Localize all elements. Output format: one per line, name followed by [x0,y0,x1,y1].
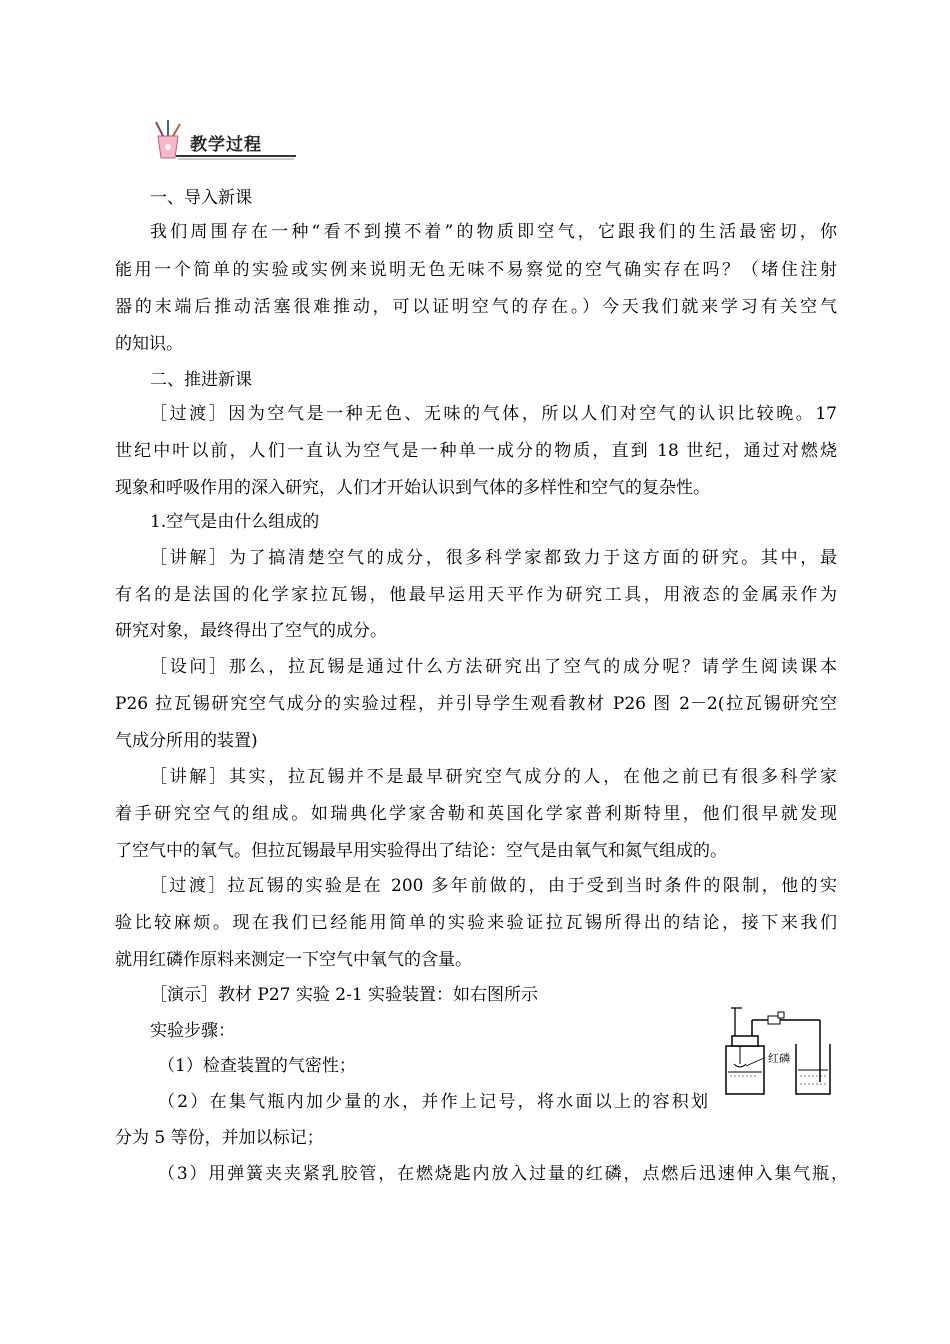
text-line: ［设问］那么，拉瓦锡是通过什么方法研究出了空气的成分呢？请学生阅读课本 [150,657,837,677]
text-line: 气成分所用的装置) [115,731,258,751]
text-line: 的知识。 [115,334,183,354]
text-line: （1）检查装置的气密性； [158,1056,356,1076]
text-line: 一、导入新课 [150,188,252,208]
text-line: 实验步骤： [150,1021,235,1041]
text-line: 有名的是法国的化学家拉瓦锡，他最早运用天平作为研究工具，用液态的金属汞作为 [115,585,837,605]
header-title: 教学过程 [190,135,262,155]
section-header [148,118,298,164]
text-line: （3）用弹簧夹夹紧乳胶管，在燃烧匙内放入过量的红磷，点燃后迅速伸入集气瓶， [158,1164,848,1184]
text-line: ［过渡］拉瓦锡的实验是在 200 多年前做的，由于受到当时条件的限制，他的实 [150,876,837,896]
text-line: 能用一个简单的实验或实例来说明无色无味不易察觉的空气确实存在吗？（堵住注射 [115,260,837,280]
text-line: ［讲解］为了搞清楚空气的成分，很多科学家都致力于这方面的研究。其中，最 [150,548,837,568]
text-line: 世纪中叶以前，人们一直认为空气是一种单一成分的物质，直到 18 世纪，通过对燃烧 [115,441,837,461]
text-line: 器的末端后推动活塞很难推动，可以证明空气的存在。）今天我们就来学习有关空气 [115,297,837,317]
text-line: 就用红磷作原料来测定一下空气中氧气的含量。 [115,950,472,970]
text-line: （2）在集气瓶内加少量的水，并作上记号，将水面以上的容积划 [158,1092,708,1112]
text-line: 分为 5 等份，并加以标记； [115,1128,324,1148]
text-line: 现象和呼吸作用的深入研究，人们才开始认识到气体的多样性和空气的复杂性。 [115,478,710,498]
text-line: 1.空气是由什么组成的 [150,512,320,532]
text-line: ［演示］教材 P27 实验 2-1 实验装置：如右图所示 [150,985,539,1005]
text-line: ［讲解］其实，拉瓦锡并不是最早研究空气成分的人，在他之前已有很多科学家 [150,767,837,787]
experiment-apparatus-figure [718,1002,848,1104]
text-line: 着手研究空气的组成。如瑞典化学家舍勒和英国化学家普利斯特里，他们很早就发现 [115,804,837,824]
text-line: 二、推进新课 [150,370,252,390]
text-line: 验比较麻烦。现在我们已经能用简单的实验来验证拉瓦锡所得出的结论，接下来我们 [115,913,837,933]
text-line: ［过渡］因为空气是一种无色、无味的气体，所以人们对空气的认识比较晚。17 [150,404,837,424]
text-line: 研究对象，最终得出了空气的成分。 [115,621,387,641]
text-line: P26 拉瓦锡研究空气成分的实验过程，并引导学生观看教材 P26 图 2－2(拉瓦锡研究空 [115,694,837,714]
figure-label: 红磷 [768,1052,790,1065]
text-line: 我们周围存在一种“看不到摸不着”的物质即空气，它跟我们的生活最密切，你 [150,222,837,242]
text-line: 了空气中的氧气。但拉瓦锡最早用实验得出了结论：空气是由氧气和氮气组成的。 [115,841,727,861]
